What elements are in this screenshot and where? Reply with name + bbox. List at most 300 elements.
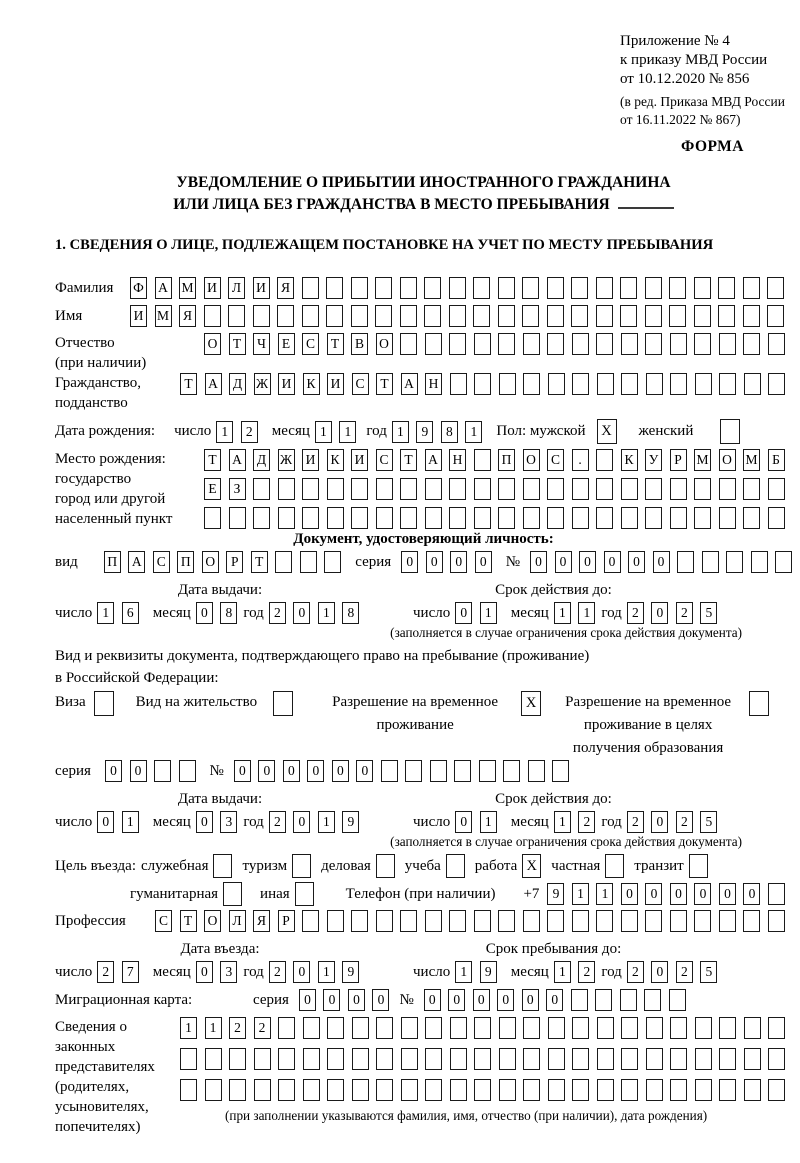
- char-box[interactable]: [425, 478, 442, 500]
- char-box[interactable]: [523, 1048, 540, 1070]
- char-box[interactable]: [205, 1048, 222, 1070]
- char-box[interactable]: [253, 305, 270, 327]
- char-box[interactable]: [548, 1079, 565, 1101]
- char-box[interactable]: И: [327, 373, 344, 395]
- char-box[interactable]: [572, 910, 589, 932]
- char-box[interactable]: 2: [229, 1017, 246, 1039]
- char-box[interactable]: [449, 277, 466, 299]
- char-box[interactable]: Т: [180, 373, 197, 395]
- char-box[interactable]: [744, 1017, 761, 1039]
- char-box[interactable]: [621, 1079, 638, 1101]
- char-box[interactable]: [572, 507, 589, 529]
- char-box[interactable]: Т: [204, 449, 221, 471]
- char-box[interactable]: С: [302, 333, 319, 355]
- char-box[interactable]: 5: [700, 961, 717, 983]
- char-box[interactable]: [424, 305, 441, 327]
- char-box[interactable]: [695, 1048, 712, 1070]
- char-box[interactable]: [400, 305, 417, 327]
- char-box[interactable]: [743, 305, 760, 327]
- char-box[interactable]: [621, 333, 638, 355]
- char-box[interactable]: [302, 277, 319, 299]
- char-box[interactable]: [352, 1079, 369, 1101]
- char-box[interactable]: 0: [604, 551, 621, 573]
- char-box[interactable]: [719, 1017, 736, 1039]
- char-box[interactable]: 1: [392, 421, 409, 443]
- char-box[interactable]: [768, 373, 785, 395]
- char-box[interactable]: [449, 305, 466, 327]
- char-box[interactable]: М: [743, 449, 760, 471]
- char-box[interactable]: 1: [318, 602, 335, 624]
- char-box[interactable]: [719, 1079, 736, 1101]
- char-box[interactable]: [775, 551, 792, 573]
- char-box[interactable]: [473, 277, 490, 299]
- char-box[interactable]: И: [253, 277, 270, 299]
- char-box[interactable]: [450, 373, 467, 395]
- char-box[interactable]: К: [327, 449, 344, 471]
- char-box[interactable]: [694, 333, 711, 355]
- char-box[interactable]: [670, 478, 687, 500]
- char-box[interactable]: [743, 507, 760, 529]
- char-box[interactable]: [204, 507, 221, 529]
- char-box[interactable]: [719, 478, 736, 500]
- char-box[interactable]: [376, 910, 393, 932]
- char-box[interactable]: Д: [253, 449, 270, 471]
- char-box[interactable]: [768, 478, 785, 500]
- char-box[interactable]: [572, 1079, 589, 1101]
- char-box[interactable]: [327, 478, 344, 500]
- char-box[interactable]: 0: [448, 989, 465, 1011]
- char-box[interactable]: 0: [651, 961, 668, 983]
- char-box[interactable]: [645, 333, 662, 355]
- char-box[interactable]: 0: [293, 961, 310, 983]
- char-box[interactable]: [180, 1079, 197, 1101]
- purpose-study-checkbox[interactable]: [446, 854, 465, 878]
- char-box[interactable]: [644, 989, 661, 1011]
- char-box[interactable]: [522, 277, 539, 299]
- char-box[interactable]: [405, 760, 422, 782]
- char-box[interactable]: 1: [480, 811, 497, 833]
- char-box[interactable]: [352, 1017, 369, 1039]
- char-box[interactable]: 0: [628, 551, 645, 573]
- char-box[interactable]: [645, 478, 662, 500]
- char-box[interactable]: [523, 507, 540, 529]
- char-box[interactable]: [449, 910, 466, 932]
- char-box[interactable]: [400, 333, 417, 355]
- purpose-humanitarian-checkbox[interactable]: [223, 882, 242, 906]
- char-box[interactable]: 0: [97, 811, 114, 833]
- char-box[interactable]: [670, 333, 687, 355]
- char-box[interactable]: [523, 333, 540, 355]
- char-box[interactable]: .: [572, 449, 589, 471]
- char-box[interactable]: [595, 989, 612, 1011]
- char-box[interactable]: [743, 277, 760, 299]
- char-box[interactable]: [670, 910, 687, 932]
- char-box[interactable]: М: [694, 449, 711, 471]
- char-box[interactable]: 2: [676, 811, 693, 833]
- char-box[interactable]: [571, 305, 588, 327]
- char-box[interactable]: 1: [465, 421, 482, 443]
- char-box[interactable]: [523, 1017, 540, 1039]
- char-box[interactable]: [326, 277, 343, 299]
- char-box[interactable]: 0: [196, 811, 213, 833]
- char-box[interactable]: Д: [229, 373, 246, 395]
- char-box[interactable]: 1: [554, 961, 571, 983]
- char-box[interactable]: 1: [455, 961, 472, 983]
- char-box[interactable]: [528, 760, 545, 782]
- edu-permit-checkbox[interactable]: [749, 691, 769, 716]
- char-box[interactable]: [694, 305, 711, 327]
- char-box[interactable]: 1: [122, 811, 139, 833]
- char-box[interactable]: 0: [283, 760, 300, 782]
- char-box[interactable]: О: [202, 551, 219, 573]
- char-box[interactable]: П: [177, 551, 194, 573]
- char-box[interactable]: А: [155, 277, 172, 299]
- char-box[interactable]: [596, 910, 613, 932]
- char-box[interactable]: [180, 1048, 197, 1070]
- char-box[interactable]: 2: [269, 602, 286, 624]
- char-box[interactable]: [621, 1048, 638, 1070]
- char-box[interactable]: 2: [97, 961, 114, 983]
- char-box[interactable]: [204, 305, 221, 327]
- char-box[interactable]: 1: [480, 602, 497, 624]
- char-box[interactable]: А: [205, 373, 222, 395]
- char-box[interactable]: [302, 507, 319, 529]
- char-box[interactable]: [474, 478, 491, 500]
- char-box[interactable]: [400, 277, 417, 299]
- char-box[interactable]: [620, 277, 637, 299]
- char-box[interactable]: [450, 1048, 467, 1070]
- char-box[interactable]: 5: [700, 811, 717, 833]
- char-box[interactable]: [381, 760, 398, 782]
- char-box[interactable]: 0: [401, 551, 418, 573]
- char-box[interactable]: Т: [251, 551, 268, 573]
- char-box[interactable]: [597, 1048, 614, 1070]
- char-box[interactable]: [596, 507, 613, 529]
- char-box[interactable]: 1: [216, 421, 233, 443]
- char-box[interactable]: 0: [196, 602, 213, 624]
- char-box[interactable]: 2: [627, 811, 644, 833]
- char-box[interactable]: [275, 551, 292, 573]
- char-box[interactable]: [376, 1048, 393, 1070]
- char-box[interactable]: [670, 507, 687, 529]
- char-box[interactable]: 0: [455, 811, 472, 833]
- char-box[interactable]: 0: [372, 989, 389, 1011]
- char-box[interactable]: 9: [342, 811, 359, 833]
- char-box[interactable]: С: [155, 910, 172, 932]
- char-box[interactable]: [548, 1017, 565, 1039]
- char-box[interactable]: М: [179, 277, 196, 299]
- char-box[interactable]: 1: [554, 602, 571, 624]
- char-box[interactable]: [743, 333, 760, 355]
- char-box[interactable]: [670, 373, 687, 395]
- char-box[interactable]: [300, 551, 317, 573]
- char-box[interactable]: [768, 1048, 785, 1070]
- char-box[interactable]: [401, 1017, 418, 1039]
- char-box[interactable]: Е: [204, 478, 221, 500]
- char-box[interactable]: Ж: [278, 449, 295, 471]
- char-box[interactable]: [278, 1079, 295, 1101]
- char-box[interactable]: [597, 1017, 614, 1039]
- char-box[interactable]: 0: [719, 883, 736, 905]
- char-box[interactable]: 1: [318, 961, 335, 983]
- char-box[interactable]: [376, 507, 393, 529]
- char-box[interactable]: О: [523, 449, 540, 471]
- char-box[interactable]: 0: [579, 551, 596, 573]
- char-box[interactable]: [327, 1079, 344, 1101]
- char-box[interactable]: С: [352, 373, 369, 395]
- char-box[interactable]: [474, 1017, 491, 1039]
- char-box[interactable]: [645, 910, 662, 932]
- char-box[interactable]: [596, 305, 613, 327]
- char-box[interactable]: [474, 333, 491, 355]
- char-box[interactable]: [597, 373, 614, 395]
- purpose-official-checkbox[interactable]: [213, 854, 232, 878]
- char-box[interactable]: Р: [226, 551, 243, 573]
- char-box[interactable]: [596, 478, 613, 500]
- char-box[interactable]: [552, 760, 569, 782]
- char-box[interactable]: 1: [554, 811, 571, 833]
- char-box[interactable]: [352, 1048, 369, 1070]
- char-box[interactable]: [597, 1079, 614, 1101]
- char-box[interactable]: [498, 305, 515, 327]
- char-box[interactable]: [768, 1079, 785, 1101]
- char-box[interactable]: [694, 507, 711, 529]
- char-box[interactable]: 1: [315, 421, 332, 443]
- char-box[interactable]: [474, 1048, 491, 1070]
- char-box[interactable]: 0: [546, 989, 563, 1011]
- char-box[interactable]: 6: [122, 602, 139, 624]
- char-box[interactable]: А: [425, 449, 442, 471]
- char-box[interactable]: [718, 305, 735, 327]
- char-box[interactable]: 0: [530, 551, 547, 573]
- char-box[interactable]: [179, 760, 196, 782]
- char-box[interactable]: [430, 760, 447, 782]
- char-box[interactable]: 0: [497, 989, 514, 1011]
- char-box[interactable]: 1: [318, 811, 335, 833]
- char-box[interactable]: С: [153, 551, 170, 573]
- char-box[interactable]: [767, 277, 784, 299]
- char-box[interactable]: [449, 333, 466, 355]
- char-box[interactable]: [695, 1079, 712, 1101]
- char-box[interactable]: [450, 1079, 467, 1101]
- char-box[interactable]: И: [351, 449, 368, 471]
- char-box[interactable]: [327, 910, 344, 932]
- char-box[interactable]: 3: [220, 961, 237, 983]
- char-box[interactable]: [718, 277, 735, 299]
- char-box[interactable]: [254, 1079, 271, 1101]
- char-box[interactable]: [499, 1017, 516, 1039]
- char-box[interactable]: 0: [293, 602, 310, 624]
- char-box[interactable]: С: [376, 449, 393, 471]
- char-box[interactable]: [523, 910, 540, 932]
- char-box[interactable]: [351, 910, 368, 932]
- char-box[interactable]: [523, 1079, 540, 1101]
- char-box[interactable]: [572, 478, 589, 500]
- char-box[interactable]: [229, 507, 246, 529]
- char-box[interactable]: [498, 478, 515, 500]
- char-box[interactable]: И: [302, 449, 319, 471]
- char-box[interactable]: [375, 305, 392, 327]
- sex-male-checkbox[interactable]: X: [597, 419, 617, 444]
- purpose-transit-checkbox[interactable]: [689, 854, 708, 878]
- char-box[interactable]: [205, 1079, 222, 1101]
- char-box[interactable]: 2: [578, 811, 595, 833]
- char-box[interactable]: [694, 910, 711, 932]
- char-box[interactable]: [327, 507, 344, 529]
- char-box[interactable]: [425, 333, 442, 355]
- char-box[interactable]: [474, 507, 491, 529]
- char-box[interactable]: [454, 760, 471, 782]
- char-box[interactable]: А: [128, 551, 145, 573]
- char-box[interactable]: [646, 1048, 663, 1070]
- char-box[interactable]: [646, 1079, 663, 1101]
- char-box[interactable]: [669, 989, 686, 1011]
- char-box[interactable]: 0: [555, 551, 572, 573]
- char-box[interactable]: [474, 449, 491, 471]
- char-box[interactable]: Б: [768, 449, 785, 471]
- char-box[interactable]: [702, 551, 719, 573]
- char-box[interactable]: 9: [416, 421, 433, 443]
- char-box[interactable]: [768, 1017, 785, 1039]
- char-box[interactable]: О: [719, 449, 736, 471]
- char-box[interactable]: Н: [425, 373, 442, 395]
- purpose-other-checkbox[interactable]: [295, 882, 314, 906]
- char-box[interactable]: 0: [621, 883, 638, 905]
- char-box[interactable]: 1: [578, 602, 595, 624]
- char-box[interactable]: [744, 373, 761, 395]
- char-box[interactable]: [694, 478, 711, 500]
- char-box[interactable]: [548, 1048, 565, 1070]
- char-box[interactable]: [670, 1048, 687, 1070]
- char-box[interactable]: [572, 333, 589, 355]
- char-box[interactable]: 0: [455, 602, 472, 624]
- char-box[interactable]: [277, 305, 294, 327]
- char-box[interactable]: 0: [651, 811, 668, 833]
- char-box[interactable]: 1: [339, 421, 356, 443]
- char-box[interactable]: [719, 507, 736, 529]
- char-box[interactable]: [278, 1048, 295, 1070]
- char-box[interactable]: [719, 1048, 736, 1070]
- char-box[interactable]: [499, 1079, 516, 1101]
- char-box[interactable]: [695, 373, 712, 395]
- char-box[interactable]: Я: [179, 305, 196, 327]
- char-box[interactable]: 1: [572, 883, 589, 905]
- residence-permit-checkbox[interactable]: [273, 691, 293, 716]
- char-box[interactable]: [646, 373, 663, 395]
- char-box[interactable]: 1: [596, 883, 613, 905]
- char-box[interactable]: Р: [278, 910, 295, 932]
- char-box[interactable]: [400, 507, 417, 529]
- char-box[interactable]: [621, 478, 638, 500]
- char-box[interactable]: [645, 305, 662, 327]
- char-box[interactable]: З: [229, 478, 246, 500]
- purpose-private-checkbox[interactable]: [605, 854, 624, 878]
- char-box[interactable]: 2: [627, 602, 644, 624]
- char-box[interactable]: [351, 277, 368, 299]
- char-box[interactable]: 0: [670, 883, 687, 905]
- char-box[interactable]: [425, 910, 442, 932]
- char-box[interactable]: [572, 373, 589, 395]
- char-box[interactable]: [400, 910, 417, 932]
- char-box[interactable]: [719, 910, 736, 932]
- char-box[interactable]: 1: [205, 1017, 222, 1039]
- char-box[interactable]: [303, 1048, 320, 1070]
- char-box[interactable]: [621, 373, 638, 395]
- char-box[interactable]: 2: [676, 961, 693, 983]
- char-box[interactable]: 0: [473, 989, 490, 1011]
- char-box[interactable]: 0: [645, 883, 662, 905]
- char-box[interactable]: [498, 333, 515, 355]
- char-box[interactable]: 8: [342, 602, 359, 624]
- char-box[interactable]: К: [621, 449, 638, 471]
- char-box[interactable]: [401, 1048, 418, 1070]
- char-box[interactable]: 0: [293, 811, 310, 833]
- char-box[interactable]: [547, 277, 564, 299]
- char-box[interactable]: [547, 333, 564, 355]
- char-box[interactable]: С: [547, 449, 564, 471]
- char-box[interactable]: [694, 277, 711, 299]
- char-box[interactable]: А: [401, 373, 418, 395]
- char-box[interactable]: Т: [180, 910, 197, 932]
- char-box[interactable]: У: [645, 449, 662, 471]
- temp-permit-checkbox[interactable]: X: [521, 691, 541, 716]
- char-box[interactable]: [768, 507, 785, 529]
- char-box[interactable]: П: [104, 551, 121, 573]
- char-box[interactable]: 0: [426, 551, 443, 573]
- char-box[interactable]: [499, 373, 516, 395]
- char-box[interactable]: 5: [700, 602, 717, 624]
- char-box[interactable]: [620, 305, 637, 327]
- char-box[interactable]: 0: [743, 883, 760, 905]
- char-box[interactable]: О: [204, 333, 221, 355]
- char-box[interactable]: [669, 305, 686, 327]
- char-box[interactable]: [425, 1079, 442, 1101]
- char-box[interactable]: Т: [400, 449, 417, 471]
- char-box[interactable]: [523, 478, 540, 500]
- char-box[interactable]: [229, 1048, 246, 1070]
- char-box[interactable]: Е: [278, 333, 295, 355]
- char-box[interactable]: [327, 1017, 344, 1039]
- char-box[interactable]: [479, 760, 496, 782]
- char-box[interactable]: 0: [258, 760, 275, 782]
- char-box[interactable]: [719, 373, 736, 395]
- char-box[interactable]: 0: [475, 551, 492, 573]
- char-box[interactable]: [695, 1017, 712, 1039]
- char-box[interactable]: 2: [627, 961, 644, 983]
- char-box[interactable]: [670, 1079, 687, 1101]
- char-box[interactable]: 2: [676, 602, 693, 624]
- purpose-tourism-checkbox[interactable]: [292, 854, 311, 878]
- char-box[interactable]: [324, 551, 341, 573]
- char-box[interactable]: [302, 305, 319, 327]
- char-box[interactable]: [473, 305, 490, 327]
- char-box[interactable]: [572, 1048, 589, 1070]
- char-box[interactable]: Я: [253, 910, 270, 932]
- char-box[interactable]: Н: [449, 449, 466, 471]
- char-box[interactable]: [645, 277, 662, 299]
- char-box[interactable]: 0: [651, 602, 668, 624]
- char-box[interactable]: [278, 507, 295, 529]
- char-box[interactable]: [351, 507, 368, 529]
- char-box[interactable]: 0: [348, 989, 365, 1011]
- char-box[interactable]: А: [229, 449, 246, 471]
- char-box[interactable]: 0: [196, 961, 213, 983]
- char-box[interactable]: [743, 478, 760, 500]
- char-box[interactable]: [375, 277, 392, 299]
- char-box[interactable]: 2: [254, 1017, 271, 1039]
- char-box[interactable]: 0: [694, 883, 711, 905]
- char-box[interactable]: 9: [342, 961, 359, 983]
